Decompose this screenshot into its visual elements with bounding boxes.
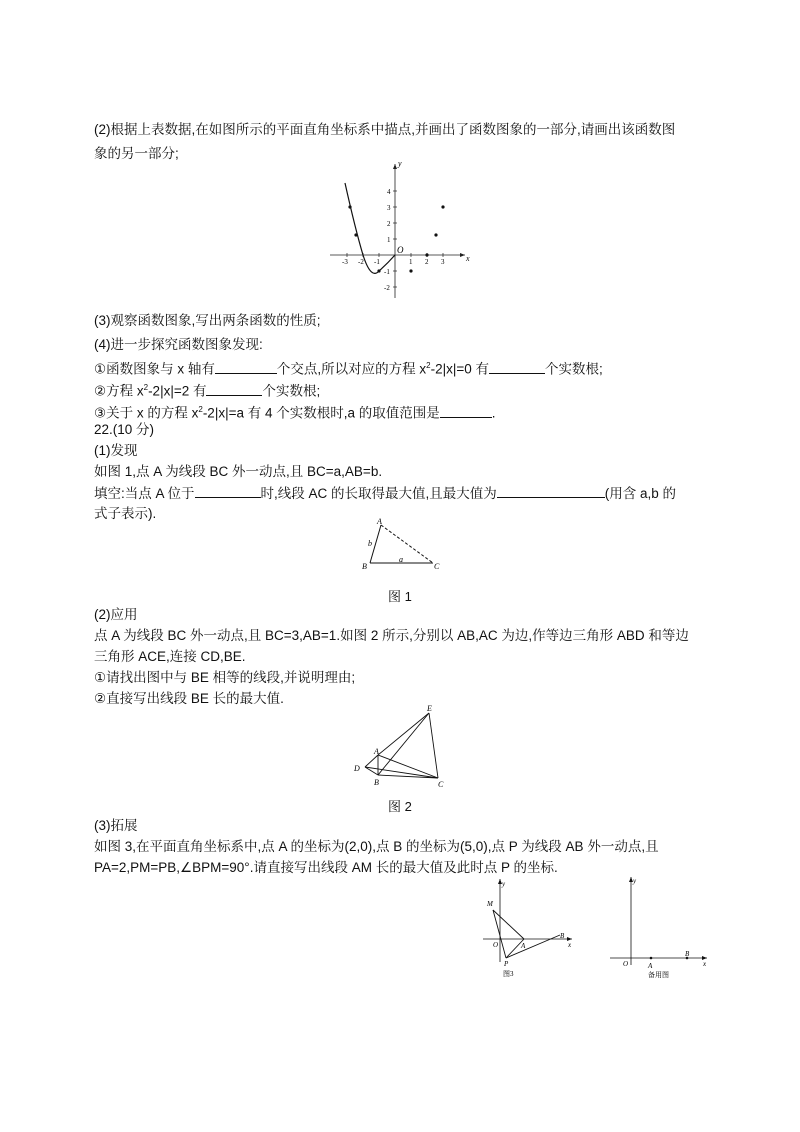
q4-2-text: -2|x|=2 有 (148, 383, 207, 399)
q4-1-text: -2|x|=0 有 (430, 361, 489, 377)
x-tick: -3 (342, 258, 348, 266)
label-B: B (685, 950, 690, 958)
question-2-line-2: 象的另一部分; (94, 146, 179, 161)
x-axis-label: x (703, 960, 707, 968)
parabola-curve (345, 183, 395, 273)
figure-2-caption: 图 2 (388, 799, 412, 814)
function-graph (325, 158, 475, 303)
answer-blank[interactable] (489, 359, 545, 374)
x-tick: 2 (425, 258, 429, 266)
y-axis-label: y (633, 877, 637, 885)
fill-text: (用含 a,b 的 (604, 486, 677, 501)
superscript: 2 (143, 383, 149, 392)
y-tick: 1 (387, 236, 391, 244)
question-2-line-1: (2)根据上表数据,在如图所示的平面直角坐标系中描点,并画出了函数图象的一部分,请画出该函数图 (94, 122, 676, 137)
answer-blank[interactable] (497, 483, 605, 498)
part-2-description-2: 三角形 ACE,连接 CD,BE. (94, 649, 246, 664)
q4-2-text: ②方程 x (94, 383, 144, 399)
label-A: A (374, 747, 379, 756)
label-O: O (493, 941, 499, 949)
q4-3-text: ③关于 x 的方程 x (94, 405, 199, 421)
q4-3-text: . (491, 405, 496, 421)
label-B: B (362, 562, 367, 571)
label-B: B (374, 778, 379, 787)
q4-1-text: 个交点,所以对应的方程 x (276, 361, 427, 377)
question-4: (4)进一步探究函数图象发现: (94, 337, 263, 352)
backup-figure-caption: 备用图 (648, 971, 669, 979)
q4-1-text: ①函数图象与 x 轴有 (94, 361, 215, 377)
figure-2 (350, 703, 450, 795)
label-P: P (504, 960, 509, 968)
q4-3-text: -2|x|=a 有 4 个实数根时,a 的取值范围是 (202, 405, 440, 421)
answer-blank[interactable] (195, 483, 261, 498)
label-a: a (399, 555, 403, 564)
y-tick: 2 (387, 220, 391, 228)
label-C: C (438, 780, 444, 789)
part-1-description: 如图 1,点 A 为线段 BC 外一动点,且 BC=a,AB=b. (94, 464, 383, 479)
x-tick: 3 (441, 258, 445, 266)
part-3-description-2: PA=2,PM=PB,∠BPM=90°.请直接写出线段 AM 长的最大值及此时点 P 的坐标. (94, 860, 558, 875)
question-4-item-3 (94, 400, 496, 424)
figure-3-caption: 图3 (503, 970, 514, 978)
label-M: M (487, 900, 493, 908)
q4-1-text: 个实数根; (545, 361, 603, 377)
label-D: D (354, 764, 360, 773)
y-tick: -1 (384, 268, 390, 276)
x-tick: -1 (374, 258, 380, 266)
answer-blank[interactable] (440, 403, 492, 418)
label-C: C (434, 562, 440, 571)
part-2-description-1: 点 A 为线段 BC 外一动点,且 BC=3,AB=1.如图 2 所示,分别以 AB,AC 为边,作等边三角形 ABD 和等边 (94, 628, 689, 643)
x-tick: 1 (409, 258, 413, 266)
label-A: A (377, 517, 382, 526)
answer-blank[interactable] (215, 359, 277, 374)
part-2-heading: (2)应用 (94, 607, 138, 622)
question-4-item-2 (94, 378, 320, 402)
figure-1-caption: 图 1 (388, 589, 412, 604)
label-A: A (521, 942, 526, 950)
figure-3 (478, 876, 578, 980)
y-axis-label: y (398, 159, 402, 168)
label-E: E (427, 704, 432, 713)
label-b: b (368, 539, 372, 548)
part-2-question-2: ②直接写出线段 BE 长的最大值. (94, 691, 284, 706)
figure-1 (355, 515, 445, 577)
superscript: 2 (426, 361, 431, 370)
question-3: (3)观察函数图象,写出两条函数的性质; (94, 313, 321, 328)
y-tick: 4 (387, 188, 391, 196)
part-1-fill (94, 483, 676, 504)
superscript: 2 (198, 405, 203, 414)
question-4-item-1 (94, 356, 603, 380)
fill-text: 时,线段 AC 的长取得最大值,且最大值为 (260, 486, 497, 501)
answer-blank[interactable] (206, 381, 262, 396)
y-axis-label: y (502, 880, 506, 888)
y-tick: -2 (384, 284, 390, 292)
label-B: B (560, 932, 565, 940)
part-2-question-1: ①请找出图中与 BE 相等的线段,并说明理由; (94, 670, 356, 685)
x-tick: -2 (358, 258, 364, 266)
fill-text: 填空:当点 A 位于 (94, 486, 195, 501)
y-tick: 3 (387, 204, 391, 212)
part-3-description-1: 如图 3,在平面直角坐标系中,点 A 的坐标为(2,0),点 B 的坐标为(5,0),点 P 为线段 AB 外一动点,且 (94, 839, 659, 854)
x-axis-label: x (466, 254, 470, 263)
x-axis-label: x (568, 941, 572, 949)
label-O: O (623, 960, 629, 968)
part-3-heading: (3)拓展 (94, 818, 138, 833)
part-1-heading: (1)发现 (94, 443, 138, 458)
q4-2-text: 个实数根; (262, 383, 321, 399)
problem-22-heading: 22.(10 分) (94, 422, 155, 437)
origin-label: O (397, 245, 404, 255)
part-1-fill-end: 式子表示). (94, 506, 157, 521)
backup-figure (605, 873, 715, 983)
label-A: A (648, 962, 653, 970)
